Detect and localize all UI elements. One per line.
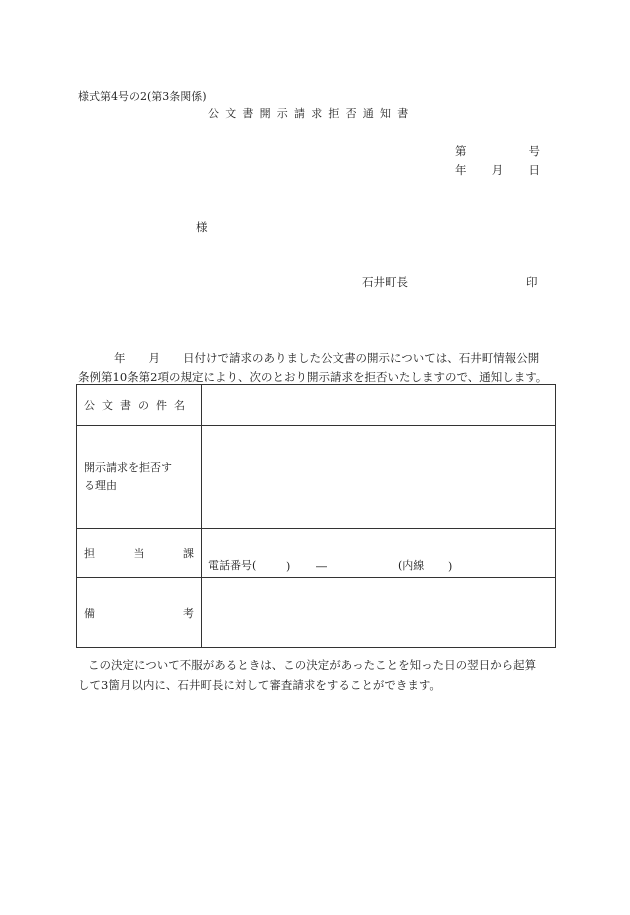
date-month: 月 <box>491 163 504 177</box>
issue-date <box>455 162 540 178</box>
table-row <box>77 529 556 578</box>
form-reference: 様式第4号の2(第3条関係) <box>78 90 207 103</box>
table-row <box>77 426 556 529</box>
body-paragraph <box>78 349 556 387</box>
doc-number-prefix: 第 <box>455 144 467 158</box>
footer-line-1: この決定について不服があるときは、この決定があったことを知った日の翌日から起算 <box>88 658 537 672</box>
table-row <box>77 385 556 426</box>
label-refusal-reason: 開示請求を拒否する理由 <box>77 426 202 529</box>
field-department[interactable] <box>202 529 556 578</box>
phone-dash: ― <box>316 560 327 573</box>
document-number <box>455 143 540 159</box>
phone-number-line <box>208 529 549 577</box>
phone-extension-label: (内線 <box>398 559 425 572</box>
label-department: 担 当 課 <box>77 529 202 578</box>
label-document-subject: 公文書の件名 <box>77 385 202 426</box>
body-line-1: 年 月 日付けで請求のありました公文書の開示については、石井町情報公開 <box>114 351 540 365</box>
field-refusal-reason[interactable] <box>202 426 556 529</box>
date-day: 日 <box>528 163 540 177</box>
phone-extension-close: ) <box>448 560 453 573</box>
addressee-honorific: 様 <box>196 220 208 234</box>
document-title: 公文書開示請求拒否通知書 <box>208 107 415 120</box>
table-row <box>77 578 556 648</box>
footer-line-2: して3箇月以内に、石井町長に対して審査請求をすることができます。 <box>78 678 441 692</box>
issuer-name: 石井町長 <box>362 275 408 289</box>
label-remarks: 備 考 <box>77 578 202 648</box>
phone-label: 電話番号( <box>208 559 257 572</box>
doc-number-suffix: 号 <box>528 144 540 158</box>
field-document-subject[interactable] <box>202 385 556 426</box>
phone-paren-close: ) <box>286 560 291 573</box>
field-remarks[interactable] <box>202 578 556 648</box>
body-line-2: 条例第10条第2項の規定により、次のとおり開示請求を拒否いたしますので、通知します。 <box>78 370 548 384</box>
date-year: 年 <box>455 163 467 177</box>
seal-mark: 印 <box>526 275 538 289</box>
appeal-notice <box>78 655 556 695</box>
notice-form-table <box>76 384 556 648</box>
